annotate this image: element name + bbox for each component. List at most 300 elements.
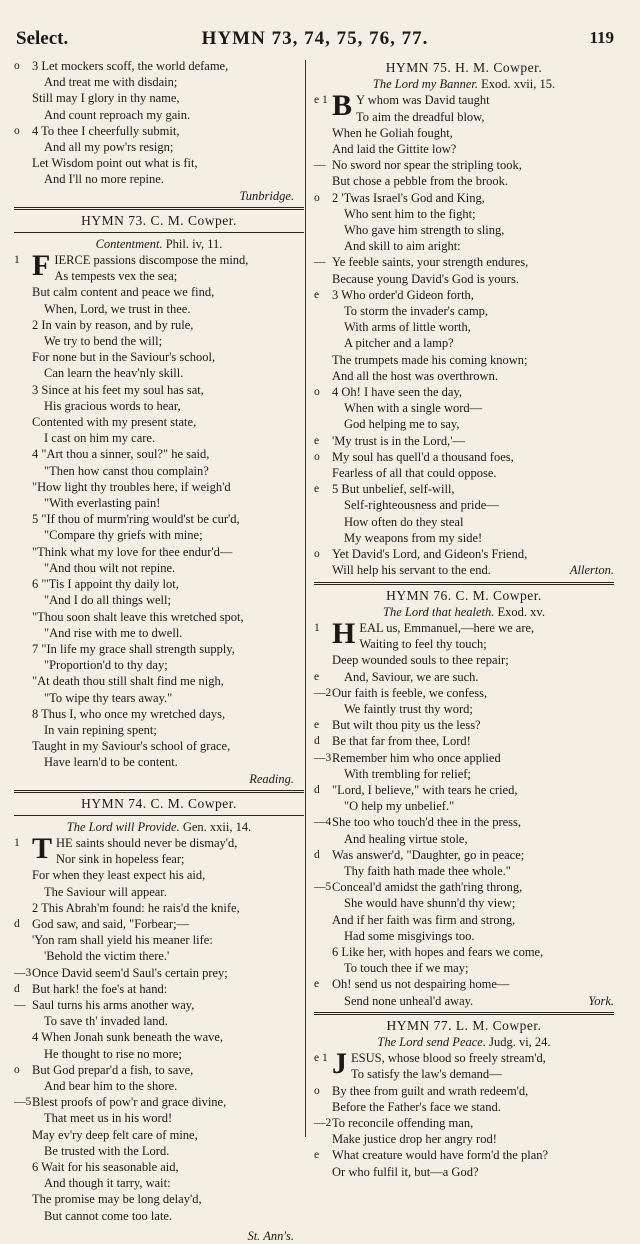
verse-line [314, 400, 614, 416]
verse-line [314, 863, 614, 879]
verse-text: 6 Like her, with hopes and fears we come, [332, 944, 544, 959]
hymn-title: HYMN 74. C. M. Cowper. [81, 795, 237, 811]
hymn-divider [314, 1012, 614, 1015]
hymn-divider [14, 790, 304, 793]
verse-text: And all the host was overthrown. [332, 368, 498, 383]
verse-line [314, 497, 614, 513]
verse-line [314, 895, 614, 911]
verse-text: Let Wisdom point out what is fit, [32, 156, 198, 171]
scripture-ref: Judg. vi, 24. [489, 1034, 551, 1049]
verse-text: To storm the invader's camp, [344, 304, 489, 319]
verse-mark: o [314, 450, 320, 463]
verse-text: 7 "In life my grace shall strength supply, [32, 641, 235, 656]
verse-line [314, 750, 614, 766]
verse-line [314, 976, 614, 992]
verse-line [14, 107, 304, 123]
verse-text: "Think what my love for thee endur'd— [32, 544, 233, 559]
verse-line [314, 222, 614, 238]
subtitle-text: The Lord send Peace. [377, 1034, 486, 1049]
verse-text: "And thou wilt not repine. [44, 560, 176, 575]
verse-text: My soul has quell'd a thousand foes, [332, 449, 514, 464]
verse-text: She would have shunn'd thy view; [344, 896, 516, 911]
verse-text: To satisfy the law's demand— [351, 1067, 502, 1082]
verse-text: The promise may be long delay'd, [32, 1192, 202, 1207]
verse-text: But hark! the foe's at hand: [32, 981, 168, 996]
verse-text: "At death thou still shalt find me nigh, [32, 674, 224, 689]
verse-text: "Compare thy griefs with mine; [44, 528, 203, 543]
tune-name: York. [588, 993, 614, 1008]
verse-line [14, 171, 304, 187]
hymn-title: HYMN 75. H. M. Cowper. [385, 60, 543, 75]
verse-line [14, 463, 304, 479]
verse-text: God saw, and said, "Forbear;— [32, 916, 190, 931]
verse-text: And all my pow'rs resign; [44, 140, 174, 155]
verse-mark: 1 [314, 621, 320, 634]
verse-text: 3 Who order'd Gideon forth, [332, 287, 474, 302]
verse-line [14, 544, 304, 560]
verse-line [14, 965, 304, 981]
verse-line [14, 560, 304, 576]
first-line: ESUS, whose blood so freely stream'd, [351, 1051, 546, 1066]
verse-text: With arms of little worth, [344, 320, 471, 335]
verse-mark: —5 [14, 1096, 32, 1109]
running-title: HYMN 73, 74, 75, 76, 77. [201, 28, 429, 49]
verse-line [314, 814, 614, 830]
verse-text: With trembling for relief; [344, 766, 471, 781]
verse-line [314, 798, 614, 814]
drop-cap: T [32, 831, 53, 865]
verse-mark: d [314, 848, 320, 861]
verse-line [314, 190, 614, 206]
verse-mark: d [314, 783, 320, 796]
verse-mark: e [314, 719, 320, 732]
verse-text: But chose a pebble from the brook. [332, 174, 508, 189]
verse-mark: o [14, 1063, 20, 1076]
verse-text: That meet us in his word! [44, 1111, 173, 1126]
verse-text: "Proportion'd to thy day; [44, 658, 168, 673]
hymn-title: HYMN 76. C. M. Cowper. [386, 587, 542, 603]
verse-text: "And I do all things well; [44, 593, 171, 608]
verse-text: How often do they steal [344, 514, 464, 529]
verse-line [14, 1029, 304, 1045]
verse-line [14, 398, 304, 414]
verse-text: 'My trust is in the Lord,'— [332, 433, 465, 448]
verse-line [314, 352, 614, 368]
verse-line [14, 123, 304, 139]
verse-lines [14, 58, 304, 188]
verse-line [14, 301, 304, 317]
verse-mark: — [314, 256, 326, 269]
verse-mark: e [314, 670, 320, 683]
section-label: Select. [16, 28, 69, 49]
verse-line [14, 997, 304, 1013]
verse-line [14, 1046, 304, 1062]
verse-line [314, 1099, 614, 1115]
verse-line [14, 430, 304, 446]
verse-text: No sword nor spear the stripling took, [332, 158, 522, 173]
verse-line [314, 847, 614, 863]
verse-text: Fearless of all that could oppose. [332, 466, 497, 481]
verse-line [314, 733, 614, 749]
verse-text: 'Yon ram shall yield his meaner life: [32, 933, 213, 948]
verse-line [314, 368, 614, 384]
verse-text: Before the Father's face we stand. [332, 1099, 501, 1114]
title-rule [14, 232, 304, 233]
verse-line [314, 125, 614, 141]
verse-text: Was answer'd, "Daughter, go in peace; [332, 847, 525, 862]
verse-line [14, 1062, 304, 1078]
verse-line [14, 1175, 304, 1191]
verse-text: "Thou soon shalt leave this wretched spot, [32, 609, 244, 624]
verse-line [314, 546, 614, 562]
verse-text: And healing virtue stole, [344, 831, 468, 846]
verse-line [14, 1013, 304, 1029]
verse-text: 4 To thee I cheerfully submit, [32, 123, 180, 138]
verse-text: To aim the dreadful blow, [356, 109, 485, 124]
verse-text: Yet David's Lord, and Gideon's Friend, [332, 547, 528, 562]
verse-line [14, 1159, 304, 1175]
verse-mark: d [14, 917, 20, 930]
column-divider [305, 60, 306, 1137]
verse-text: Once David seem'd Saul's certain prey; [32, 965, 228, 980]
verse-text: But cannot come too late. [44, 1208, 173, 1223]
hymn-title: HYMN 77. L. M. Cowper. [386, 1017, 542, 1033]
verse-line [314, 1147, 614, 1163]
subtitle-text: The Lord will Provide. [66, 819, 180, 834]
verse-text: Conceal'd amidst the gath'ring throng, [332, 880, 523, 895]
hymn-75 [314, 60, 614, 579]
verse-line [314, 782, 614, 798]
verse-line [14, 867, 304, 883]
verse-line [314, 831, 614, 847]
verse-text: She too who touch'd thee in the press, [332, 815, 522, 830]
verse-text: To reconcile offending man, [332, 1116, 474, 1130]
scripture-ref: Phil. iv, 11. [165, 236, 223, 251]
verse-line [314, 701, 614, 717]
verse-line [14, 932, 304, 948]
verse-line [14, 90, 304, 106]
first-line: Y whom was David taught [356, 93, 490, 108]
verse-text: Contented with my present state, [32, 415, 197, 430]
verse-line [314, 465, 614, 481]
verse-text: May ev'ry deep felt care of mine, [32, 1127, 198, 1142]
verse-text: Be that far from thee, Lord! [332, 734, 471, 749]
last-line: Will help his servant to the end. [332, 563, 491, 578]
verse-line [314, 685, 614, 701]
verse-mark: e [314, 978, 320, 991]
verse-line [314, 669, 614, 685]
hymn-73: HYMN 73. C. M. Cowper. Contentment. Phil. iv, 11. 1 F IERCE passions discompose the mind, As tempests vex the sea; But calm content and peace we find, When, Lord, we trust in thee. 2 In vain by reason, and by rule, We try to bend the will; For none but in the Saviour's school, Can learn the heav'nly skill. 3 Since at his feet my soul has sat, His gracious words to hear, Contented with my present state, I cast on him my care. 4 "Art thou a sinner, soul?" he said, "Then how canst thou complain? "How light thy troubles here, if weigh'd "With everlasting pain! 5 "If thou of murm'ring would'st be cur'd, "Compare thy griefs with mine; "Think what my love for thee endur'd— "And thou wilt not repine. 6 "'Tis I appoint thy daily lot, "And I do all things well; "Thou soon shalt leave this wretched spot, "And rise with me to dwell. 7 "In life my grace shall strength supply, "Proportion'd to thy day; "At death thou still shalt find me nigh, "To wipe thy tears away." 8 Thus I, who once my wretched days, In vain repining spent; Taught in my Saviour's school of grace, Have learn'd to be content. Reading. [14, 213, 304, 787]
verse-line [14, 738, 304, 754]
tune-name: Reading. [249, 771, 294, 786]
verse-text: Blest proofs of pow'r and grace divine, [32, 1095, 227, 1110]
verse-line [14, 722, 304, 738]
verse-mark: —4 [314, 816, 332, 829]
verse-mark: o [314, 1084, 320, 1097]
verse-line [14, 1191, 304, 1207]
verse-text: Be trusted with the Lord. [44, 1143, 170, 1158]
verse-mark: o [314, 548, 320, 561]
hymn-subtitle [314, 1034, 614, 1050]
verse-text: Taught in my Saviour's school of grace, [32, 739, 231, 754]
verse-line [14, 609, 304, 625]
verse-text: 2 In vain by reason, and by rule, [32, 317, 194, 332]
verse-text: 'Behold the victim there.' [44, 949, 170, 964]
drop-cap: F [32, 249, 51, 283]
verse-text: Thy faith hath made thee whole." [344, 863, 511, 878]
verse-line [14, 657, 304, 673]
verse-line [314, 530, 614, 546]
verse-line [314, 303, 614, 319]
verse-text: When with a single word— [344, 401, 483, 416]
verse-line [14, 576, 304, 592]
verse-mark: —2 [314, 1117, 332, 1129]
verse-text: 4 When Jonah sunk beneath the wave, [32, 1030, 224, 1045]
right-column [314, 58, 614, 1180]
verse-line [14, 446, 304, 462]
verse-text: In vain repining spent; [44, 722, 157, 737]
verse-mark: e [314, 1149, 320, 1162]
verse-line [314, 141, 614, 157]
verse-mark: — [14, 998, 26, 1011]
verse-line [14, 641, 304, 657]
verse-line [14, 58, 304, 74]
first-line: IERCE passions discompose the mind, [54, 253, 249, 268]
hymn-divider [14, 207, 304, 210]
verse-line [314, 944, 614, 960]
verse-text: "Lord, I believe," with tears he cried, [332, 782, 518, 797]
verse-line [14, 1094, 304, 1110]
verse-mark: —3 [314, 751, 332, 764]
title-rule [14, 815, 304, 816]
verse-line [14, 981, 304, 997]
verse-line [314, 1115, 614, 1131]
verse-line [314, 928, 614, 944]
hymn-77 [314, 1018, 614, 1180]
hymn-subtitle [14, 236, 304, 252]
verse-text: Deep wounded souls to thee repair; [332, 653, 509, 668]
verse-text: To touch thee if we may; [344, 961, 469, 976]
verse-line [14, 706, 304, 722]
verse-text: What creature would have form'd the plan? [332, 1148, 549, 1163]
verse-line [314, 652, 614, 668]
verse-line [14, 479, 304, 495]
hymn-74: HYMN 74. C. M. Cowper. The Lord will Provide. Gen. xxii, 14. 1 T HE saints should never be dismay'd, Nor sink in hopeless fear; For when they least expect his aid, The Saviour will appear. 2 This Abrah'm found: he rais'd the knife, d God saw, and said, "Forbear;— 'Yon ram shall yield his meaner life: 'Behold the victim there.' —3 Once David seem'd Saul's certain prey; d But hark! the foe's at hand: — Saul turns his arms another way, To save th' invaded land. 4 When Jonah sunk beneath the wave, He thought to rise no more; o But God prepar'd a fish, to save, And bear him to the shore. —5 Blest proofs of pow'r and grace divine, That meet us in his word! May ev'ry deep felt care of mine, Be trusted with the Lord. 6 Wait for his seasonable aid, And though it tarry, wait: The promise may be long delay'd, But cannot come too late. St. Ann's. [14, 796, 304, 1244]
verse-line [14, 851, 304, 867]
verse-text: And bear him to the shore. [44, 1078, 178, 1093]
verse-text: Saul turns his arms another way, [32, 997, 195, 1012]
verse-lines [14, 268, 304, 770]
verse-text: We try to bend the will; [44, 334, 163, 349]
verse-mark: —2 [314, 686, 332, 699]
verse-line [314, 335, 614, 351]
verse-mark: d [314, 735, 320, 748]
verse-text: 8 Thus I, who once my wretched days, [32, 706, 226, 721]
verse-line [14, 884, 304, 900]
page-header [16, 28, 614, 54]
verse-text: The Saviour will appear. [44, 884, 167, 899]
verse-text: Ye feeble saints, your strength endures, [332, 255, 529, 270]
first-line: HE saints should never be dismay'd, [56, 835, 238, 850]
verse-text: I cast on him my care. [44, 431, 156, 446]
verse-mark: d [14, 982, 20, 995]
verse-text: Still may I glory in thy name, [32, 91, 180, 106]
verse-text: As tempests vex the sea; [54, 269, 178, 284]
verse-text: A pitcher and a lamp? [344, 336, 454, 351]
verse-line [14, 414, 304, 430]
verse-text: My weapons from my side! [344, 530, 483, 545]
drop-cap: B [332, 89, 353, 123]
verse-text: Or who fulfil it, but—a God? [332, 1164, 479, 1179]
hymn-subtitle [314, 76, 614, 92]
verse-mark: — [314, 159, 326, 172]
verse-mark: —3 [14, 966, 32, 979]
verse-line [14, 333, 304, 349]
verse-text: Nor sink in hopeless fear; [56, 852, 185, 867]
verse-line [314, 481, 614, 497]
verse-text: 5 "If thou of murm'ring would'st be cur'd, [32, 512, 240, 527]
verse-line [314, 416, 614, 432]
drop-cap: J [332, 1047, 347, 1081]
verse-text: Had some misgivings too. [344, 928, 475, 943]
verse-text: Because young David's God is yours. [332, 271, 519, 286]
verse-line [14, 155, 304, 171]
verse-text: "To wipe thy tears away." [44, 690, 173, 705]
verse-text: His gracious words to hear, [44, 398, 181, 413]
verse-text: Have learn'd to be content. [44, 755, 178, 770]
verse-text: 3 Let mockers scoff, the world defame, [32, 59, 229, 73]
verse-line [14, 382, 304, 398]
verse-line [314, 960, 614, 976]
verse-line [14, 948, 304, 964]
verse-line [314, 1066, 614, 1082]
verse-line [14, 1110, 304, 1126]
verse-line [314, 912, 614, 928]
hymn-title: HYMN 73. C. M. Cowper. [81, 212, 237, 228]
verse-line [314, 433, 614, 449]
verse-line [14, 74, 304, 90]
verse-mark: o [14, 124, 20, 137]
verse-text: For none but in the Saviour's school, [32, 350, 216, 365]
verse-line [314, 1131, 614, 1147]
first-line: EAL us, Emmanuel,—here we are, [359, 620, 535, 635]
verse-mark: e [314, 483, 320, 496]
verse-text: Our faith is feeble, we confess, [332, 685, 488, 700]
left-column [14, 58, 304, 1244]
verse-line [14, 495, 304, 511]
verse-line [314, 254, 614, 270]
verse-text: 5 But unbelief, self-will, [332, 482, 455, 497]
verse-text: To save th' invaded land. [44, 1014, 168, 1029]
verse-line [314, 109, 614, 125]
verse-text: For when they least expect his aid, [32, 868, 206, 883]
verse-mark: e [314, 434, 320, 447]
verse-lines [314, 1066, 614, 1179]
verse-text: 4 Oh! I have seen the day, [332, 385, 463, 400]
verse-line [14, 511, 304, 527]
verse-line [14, 673, 304, 689]
verse-text: 2 This Abrah'm found: he rais'd the knife, [32, 900, 240, 915]
verse-line [314, 766, 614, 782]
verse-mark: e 1 [314, 1052, 328, 1065]
subtitle-text: The Lord my Banner. [372, 77, 478, 92]
verse-line [14, 592, 304, 608]
verse-line [14, 317, 304, 333]
verse-line [314, 514, 614, 530]
verse-text: And, Saviour, we are such. [344, 669, 479, 684]
verse-text: And treat me with disdain; [44, 75, 178, 90]
verse-line [14, 1208, 304, 1224]
verse-text: "How light thy troubles here, if weigh'd [32, 479, 231, 494]
verse-line [314, 173, 614, 189]
verse-mark: e 1 [314, 94, 328, 107]
verse-line [314, 636, 614, 652]
verse-text: And skill to aim aright: [344, 239, 461, 254]
verse-text: And count reproach my gain. [44, 107, 191, 122]
tune-name: St. Ann's. [247, 1228, 294, 1243]
verse-text: And though it tarry, wait: [44, 1176, 171, 1191]
verse-line [14, 284, 304, 300]
verse-line [14, 754, 304, 770]
verse-line [14, 1078, 304, 1094]
verse-line [14, 916, 304, 932]
hymn-divider [314, 582, 614, 585]
scripture-ref: Exod. xvii, 15. [481, 77, 556, 92]
verse-line [14, 1127, 304, 1143]
verse-mark: o [14, 60, 20, 72]
verse-text: 6 Wait for his seasonable aid, [32, 1160, 179, 1174]
verse-mark: —5 [314, 881, 332, 894]
verse-line [314, 206, 614, 222]
scripture-ref: Gen. xxii, 14. [182, 819, 252, 834]
verse-text: Can learn the heav'nly skill. [44, 366, 184, 381]
verse-line [314, 271, 614, 287]
verse-text: Make justice drop her angry rod! [332, 1132, 497, 1147]
verse-line [314, 287, 614, 303]
verse-line [314, 879, 614, 895]
verse-text: God helping me to say, [344, 417, 460, 432]
verse-line [14, 349, 304, 365]
verse-text: 3 Since at his feet my soul has sat, [32, 382, 204, 397]
verse-line [314, 157, 614, 173]
verse-line [14, 527, 304, 543]
verse-text: Waiting to feel thy touch; [359, 637, 487, 652]
verse-text: By thee from guilt and wrath redeem'd, [332, 1083, 529, 1098]
verse-lines [314, 636, 614, 992]
verse-mark: o [314, 386, 320, 399]
verse-text: Oh! send us not despairing home— [332, 977, 510, 992]
verse-text: But calm content and peace we find, [32, 285, 215, 300]
subtitle-text: Contentment. [95, 236, 163, 251]
last-line: Send none unheal'd away. [344, 993, 474, 1008]
verse-line [14, 625, 304, 641]
verse-line [14, 268, 304, 284]
verse-line [14, 139, 304, 155]
verse-text: But God prepar'd a fish, to save, [32, 1062, 194, 1077]
verse-line [314, 449, 614, 465]
verse-text: 6 "'Tis I appoint thy daily lot, [32, 577, 179, 592]
subtitle-text: The Lord that healeth. [383, 604, 495, 619]
hymn-76 [314, 588, 614, 1009]
verse-text: When he Goliah fought, [332, 125, 453, 140]
verse-mark: o [314, 191, 320, 204]
hymn-subtitle [314, 604, 614, 620]
verse-text: 4 "Art thou a sinner, soul?" he said, [32, 447, 210, 462]
verse-text: And I'll no more repine. [44, 172, 164, 187]
verse-text: Who sent him to the fight; [344, 206, 476, 221]
verse-text: Remember him who once applied [332, 750, 501, 765]
verse-text: But wilt thou pity us the less? [332, 718, 481, 733]
